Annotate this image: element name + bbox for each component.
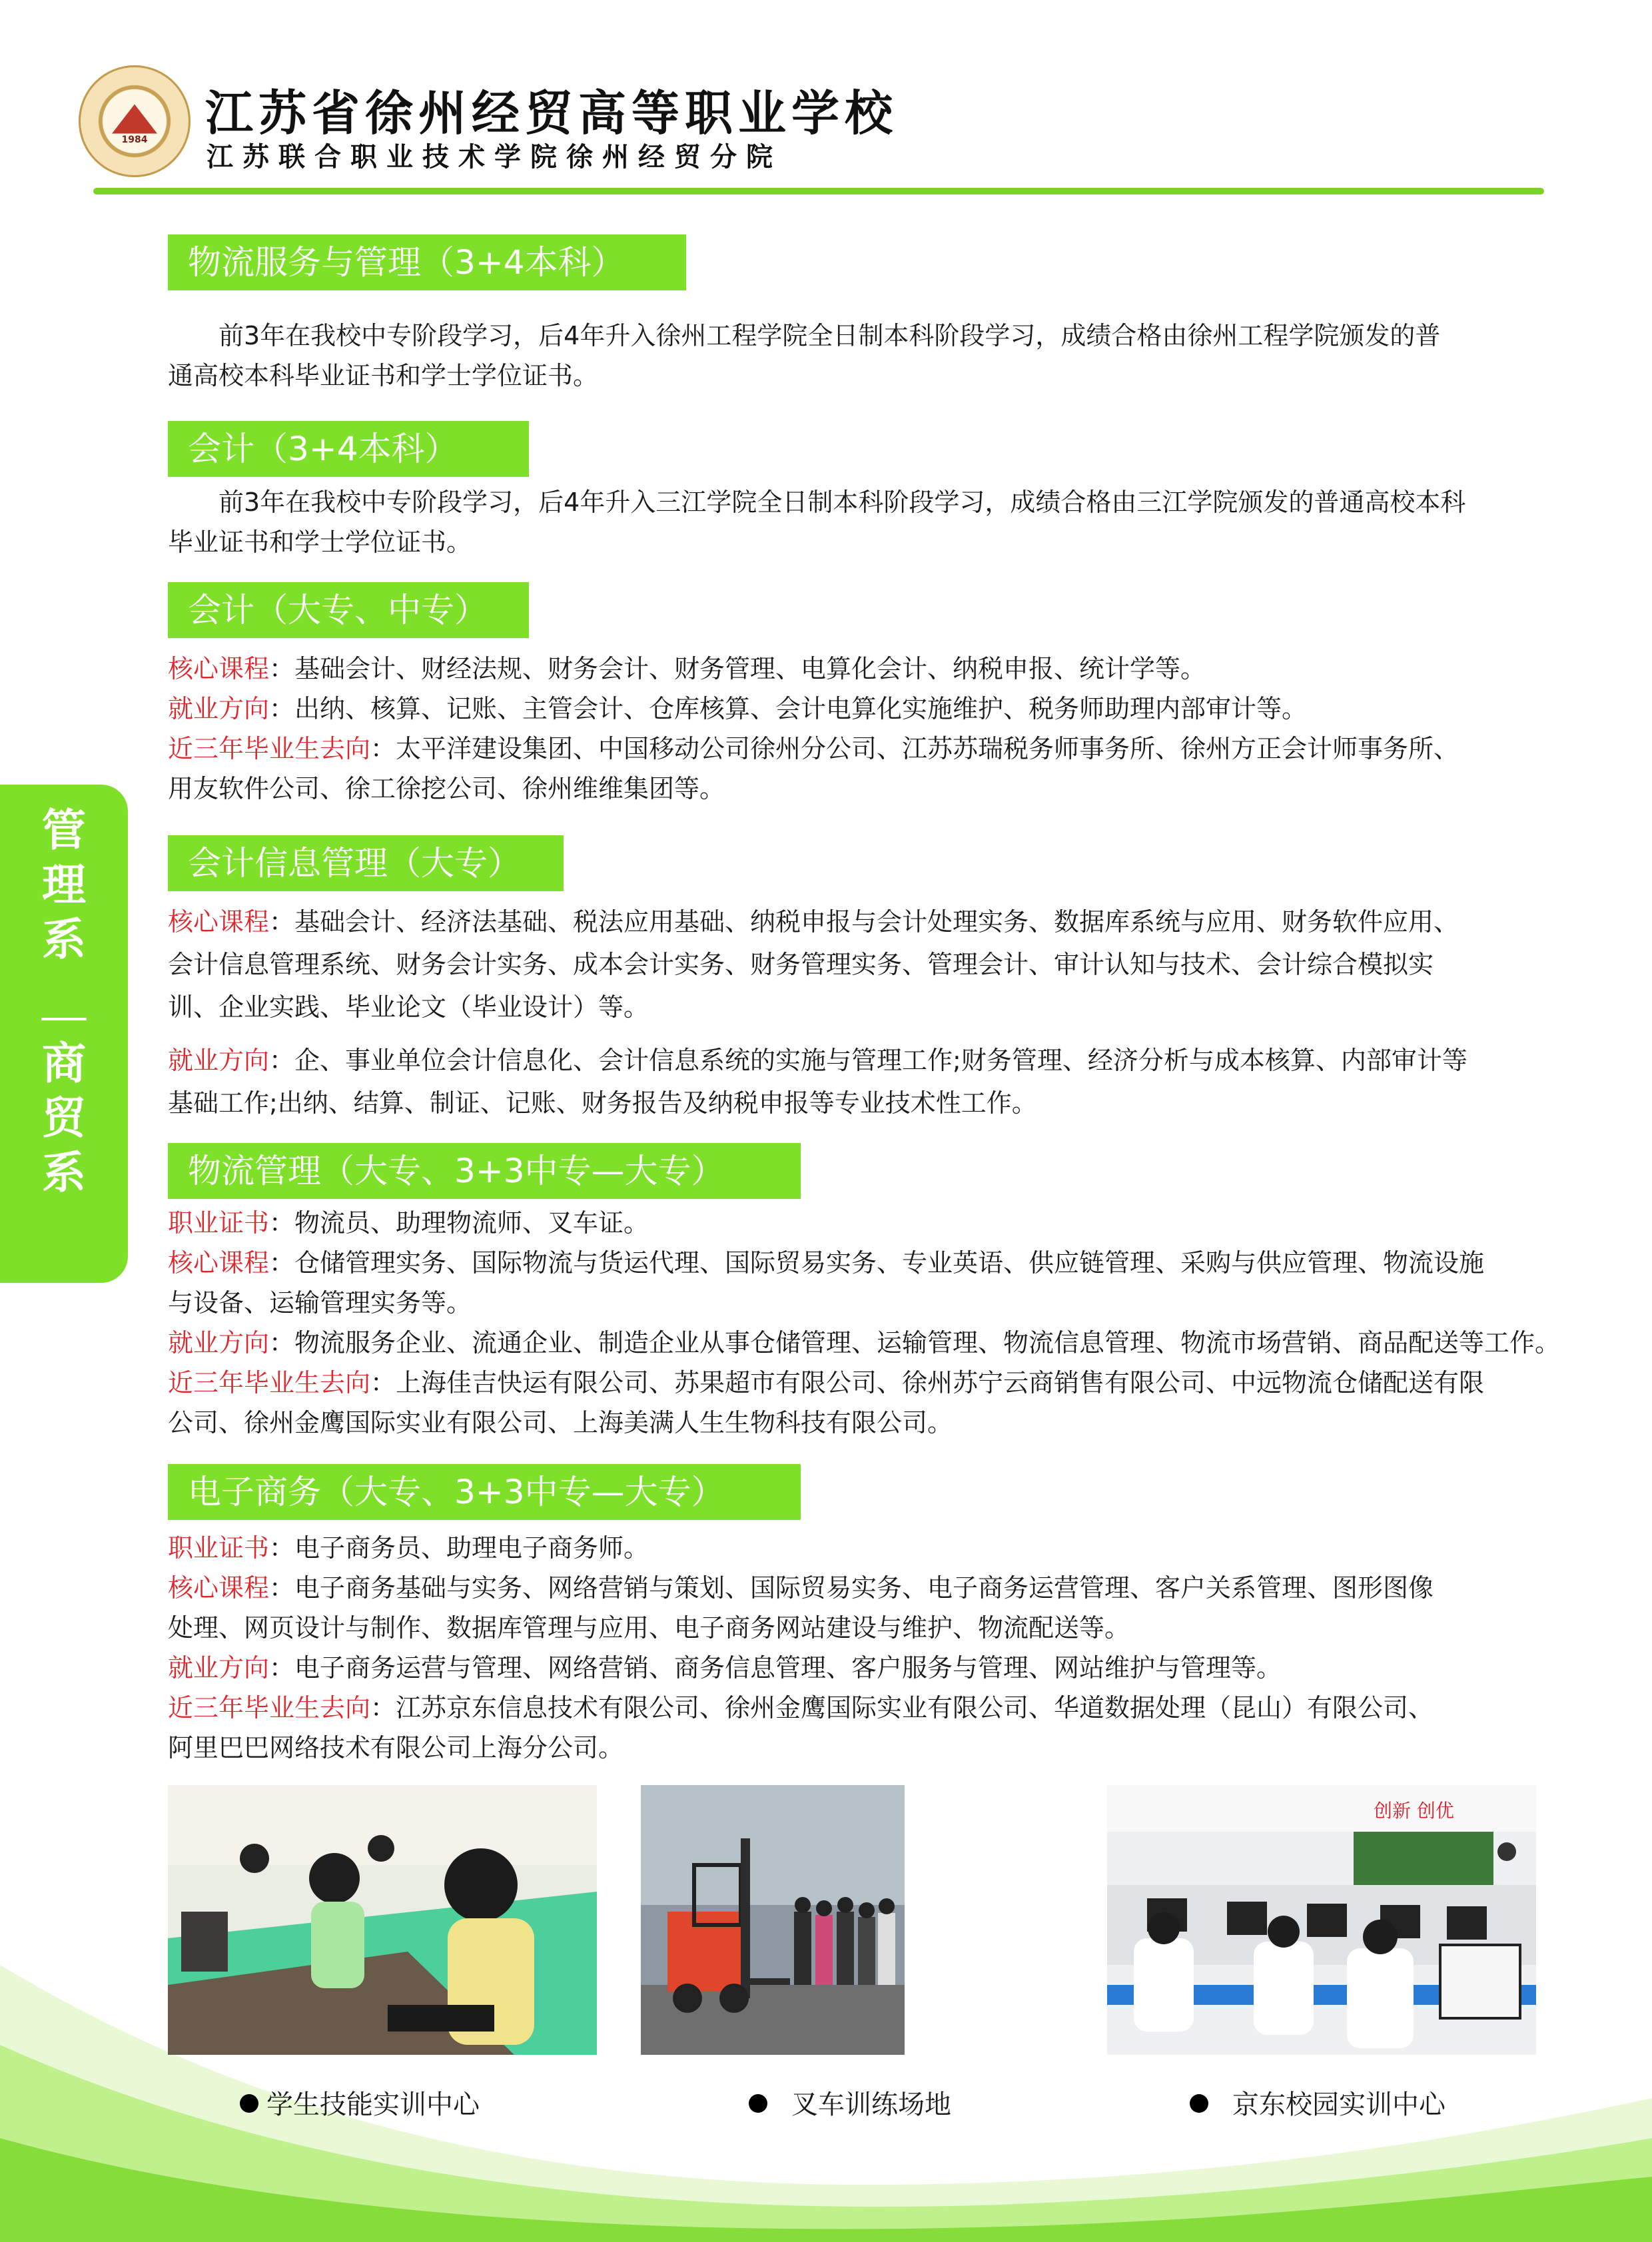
item-core-courses: 核心课程：基础会计、财经法规、财务会计、财务管理、电算化会计、纳税申报、统计学等。 xyxy=(168,654,1206,683)
photo-jd-campus-training xyxy=(1107,1785,1536,2055)
body-line: 通高校本科毕业证书和学士学位证书。 xyxy=(168,361,599,390)
item-graduates: 近三年毕业生去向：江苏京东信息技术有限公司、徐州金鹰国际实业有限公司、华道数据处理（昆山）有限公司、 xyxy=(168,1693,1434,1722)
caption-skills-training: 学生技能实训中心 xyxy=(240,2083,480,2121)
section-body-accounting-info xyxy=(168,901,1553,1124)
logo-year: 1984 xyxy=(121,135,148,145)
caption-jd-campus: 京东校园实训中心 xyxy=(1190,2083,1446,2121)
item-core-courses-cont: 会计信息管理系统、财务会计实务、成本会计实务、财务管理实务、管理会计、审计认知与技术、会计综合模拟实 xyxy=(168,950,1434,979)
bullet-icon xyxy=(1190,2094,1208,2113)
item-employment: 就业方向：电子商务运营与管理、网络营销、商务信息管理、客户服务与管理、网站维护与管理等。 xyxy=(168,1653,1282,1682)
bullet-icon xyxy=(749,2094,767,2113)
item-graduates: 近三年毕业生去向：太平洋建设集团、中国移动公司徐州分公司、江苏苏瑞税务师事务所、徐州方正会计师事务所、 xyxy=(168,734,1459,763)
item-graduates: 近三年毕业生去向：上海佳吉快运有限公司、苏果超市有限公司、徐州苏宁云商销售有限公司、中远物流仓储配送有限 xyxy=(168,1368,1485,1397)
photo-banner-text: 创新 创优 xyxy=(1374,1800,1454,1822)
section-body-logistics-34 xyxy=(168,316,1553,396)
section-body-logistics-mgmt xyxy=(168,1203,1561,1443)
item-core-courses: 核心课程：基础会计、经济法基础、税法应用基础、纳税申报与会计处理实务、数据库系统与应用、财务软件应用、 xyxy=(168,907,1459,936)
side-tab-management: 管 理 系 xyxy=(42,805,86,965)
section-title-logistics-mgmt: 物流管理（大专、3+3中专—大专） xyxy=(168,1143,801,1199)
item-core-courses-cont: 训、企业实践、毕业论文（毕业设计）等。 xyxy=(168,992,649,1022)
body-line: 毕业证书和学士学位证书。 xyxy=(168,528,472,557)
section-title-accounting-college: 会计（大专、中专） xyxy=(168,582,529,638)
side-tab-commerce: 商 贸 系 xyxy=(42,1038,86,1198)
section-body-ecommerce xyxy=(168,1528,1553,1768)
item-employment: 就业方向：企、事业单位会计信息化、会计信息系统的实施与管理工作;财务管理、经济分析与成本核算、内部审计等 xyxy=(168,1046,1467,1075)
item-core-courses-cont: 处理、网页设计与制作、数据库管理与应用、电子商务网站建设与维护、物流配送等。 xyxy=(168,1613,1130,1643)
department-side-tab xyxy=(0,785,128,1283)
item-core-courses: 核心课程：仓储管理实务、国际物流与货运代理、国际贸易实务、专业英语、供应链管理、采购与供应管理、物流设施 xyxy=(168,1248,1485,1278)
item-core-courses-cont: 与设备、运输管理实务等。 xyxy=(168,1288,472,1317)
item-employment: 就业方向：出纳、核算、记账、主管会计、仓库核算、会计电算化实施维护、税务师助理内部审计等。 xyxy=(168,694,1308,723)
logo-mountain-icon xyxy=(112,104,157,133)
photo-forklift-training xyxy=(641,1785,905,2055)
caption-forklift: 叉车训练场地 xyxy=(749,2083,951,2121)
section-title-accounting-34: 会计（3+4本科） xyxy=(168,421,529,477)
item-employment-cont: 基础工作;出纳、结算、制证、记账、财务报告及纳税申报等专业技术性工作。 xyxy=(168,1088,1037,1118)
bullet-icon xyxy=(240,2094,258,2113)
item-core-courses: 核心课程：电子商务基础与实务、网络营销与策划、国际贸易实务、电子商务运营管理、客户关系管理、图形图像 xyxy=(168,1573,1434,1603)
body-line: 前3年在我校中专阶段学习，后4年升入三江学院全日制本科阶段学习，成绩合格由三江学院颁发的普通高校本科 xyxy=(218,488,1466,517)
item-certificates: 职业证书：电子商务员、助理电子商务师。 xyxy=(168,1533,649,1563)
school-logo xyxy=(79,65,191,177)
item-graduates-cont: 用友软件公司、徐工徐挖公司、徐州维维集团等。 xyxy=(168,774,725,803)
section-body-accounting-college xyxy=(168,649,1553,809)
photo-skills-training-center xyxy=(168,1785,597,2055)
side-tab-divider xyxy=(41,1018,87,1020)
body-line: 前3年在我校中专阶段学习，后4年升入徐州工程学院全日制本科阶段学习，成绩合格由徐州工程学院颁发的普 xyxy=(218,321,1441,350)
school-subtitle: 江苏联合职业技术学院徐州经贸分院 xyxy=(206,142,782,173)
section-body-accounting-34 xyxy=(168,482,1553,562)
section-title-logistics-34: 物流服务与管理（3+4本科） xyxy=(168,234,686,290)
item-graduates-cont: 阿里巴巴网络技术有限公司上海分公司。 xyxy=(168,1733,624,1762)
header-divider xyxy=(93,188,1544,194)
section-title-accounting-info: 会计信息管理（大专） xyxy=(168,835,564,891)
school-name: 江苏省徐州经贸高等职业学校 xyxy=(205,85,899,141)
item-graduates-cont: 公司、徐州金鹰国际实业有限公司、上海美满人生生物科技有限公司。 xyxy=(168,1408,953,1437)
section-title-ecommerce: 电子商务（大专、3+3中专—大专） xyxy=(168,1464,801,1520)
item-certificates: 职业证书：物流员、助理物流师、叉车证。 xyxy=(168,1208,649,1238)
item-employment: 就业方向：物流服务企业、流通企业、制造企业从事仓储管理、运输管理、物流信息管理、物流市场营销、商品配送等工作。 xyxy=(168,1328,1561,1357)
